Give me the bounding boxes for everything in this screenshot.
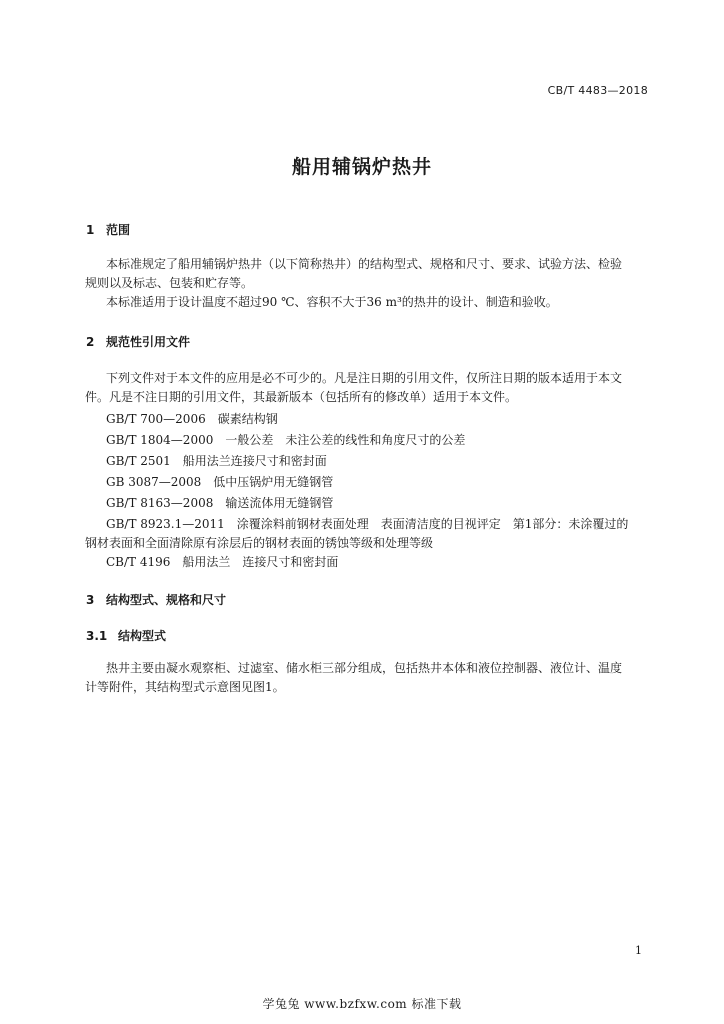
subsection-3-1-heading: [86, 627, 166, 644]
reference-item: GB/T 700—2006 碳素结构钢: [106, 412, 278, 426]
section-3-heading: [86, 591, 226, 608]
section-1-heading: [86, 221, 130, 238]
standard-code: CB/T 4483—2018: [547, 84, 648, 97]
subsection-3-1-number: 3.1: [86, 629, 108, 643]
reference-item: CB/T 4196 船用法兰 连接尺寸和密封面: [106, 555, 339, 569]
subsection-3-1-p-line2: 计等附件，其结构型式示意图见图1。: [85, 680, 285, 694]
subsection-3-1-p-line1: 热井主要由凝水观察柜、过滤室、储水柜三部分组成，包括热井本体和液位控制器、液位计、温度: [106, 661, 623, 675]
section-1-p1-line1: 本标准规定了船用辅锅炉热井（以下简称热井）的结构型式、规格和尺寸、要求、试验方法、检验: [106, 257, 623, 271]
section-3-title: 结构型式、规格和尺寸: [106, 593, 227, 607]
section-2-intro-line1: 下列文件对于本文件的应用是必不可少的。凡是注日期的引用文件，仅所注日期的版本适用于本文: [106, 371, 623, 385]
reference-item: GB/T 8163—2008 输送流体用无缝钢管: [106, 496, 334, 510]
reference-item: GB/T 1804—2000 一般公差 未注公差的线性和角度尺寸的公差: [106, 433, 466, 447]
section-3-number: 3: [86, 593, 95, 607]
section-2-title: 规范性引用文件: [106, 335, 191, 349]
reference-item: GB/T 2501 船用法兰连接尺寸和密封面: [106, 454, 327, 468]
section-1-title: 范围: [106, 223, 131, 237]
footer-watermark: 学兔兔 www.bzfxw.com 标准下载: [262, 997, 462, 1011]
section-2-number: 2: [86, 335, 95, 349]
section-1-number: 1: [86, 223, 95, 237]
document-title: 船用辅锅炉热井: [291, 156, 432, 178]
section-1-p2: 本标准适用于设计温度不超过90 ℃、容积不大于36 m³的热井的设计、制造和验收。: [106, 295, 558, 309]
reference-item-continuation: 钢材表面和全面清除原有涂层后的钢材表面的锈蚀等级和处理等级: [85, 536, 434, 550]
reference-item: GB 3087—2008 低中压锅炉用无缝钢管: [106, 475, 334, 489]
page-number: 1: [635, 944, 642, 957]
section-1-p1-line2: 规则以及标志、包装和贮存等。: [85, 276, 254, 290]
section-2-intro-line2: 件。凡是不注日期的引用文件，其最新版本（包括所有的修改单）适用于本文件。: [85, 390, 518, 404]
subsection-3-1-title: 结构型式: [118, 629, 167, 643]
reference-item: GB/T 8923.1—2011 涂覆涂料前钢材表面处理 表面清洁度的目视评定 第1部分：未涂覆过的: [106, 517, 629, 531]
section-2-heading: [86, 333, 190, 350]
